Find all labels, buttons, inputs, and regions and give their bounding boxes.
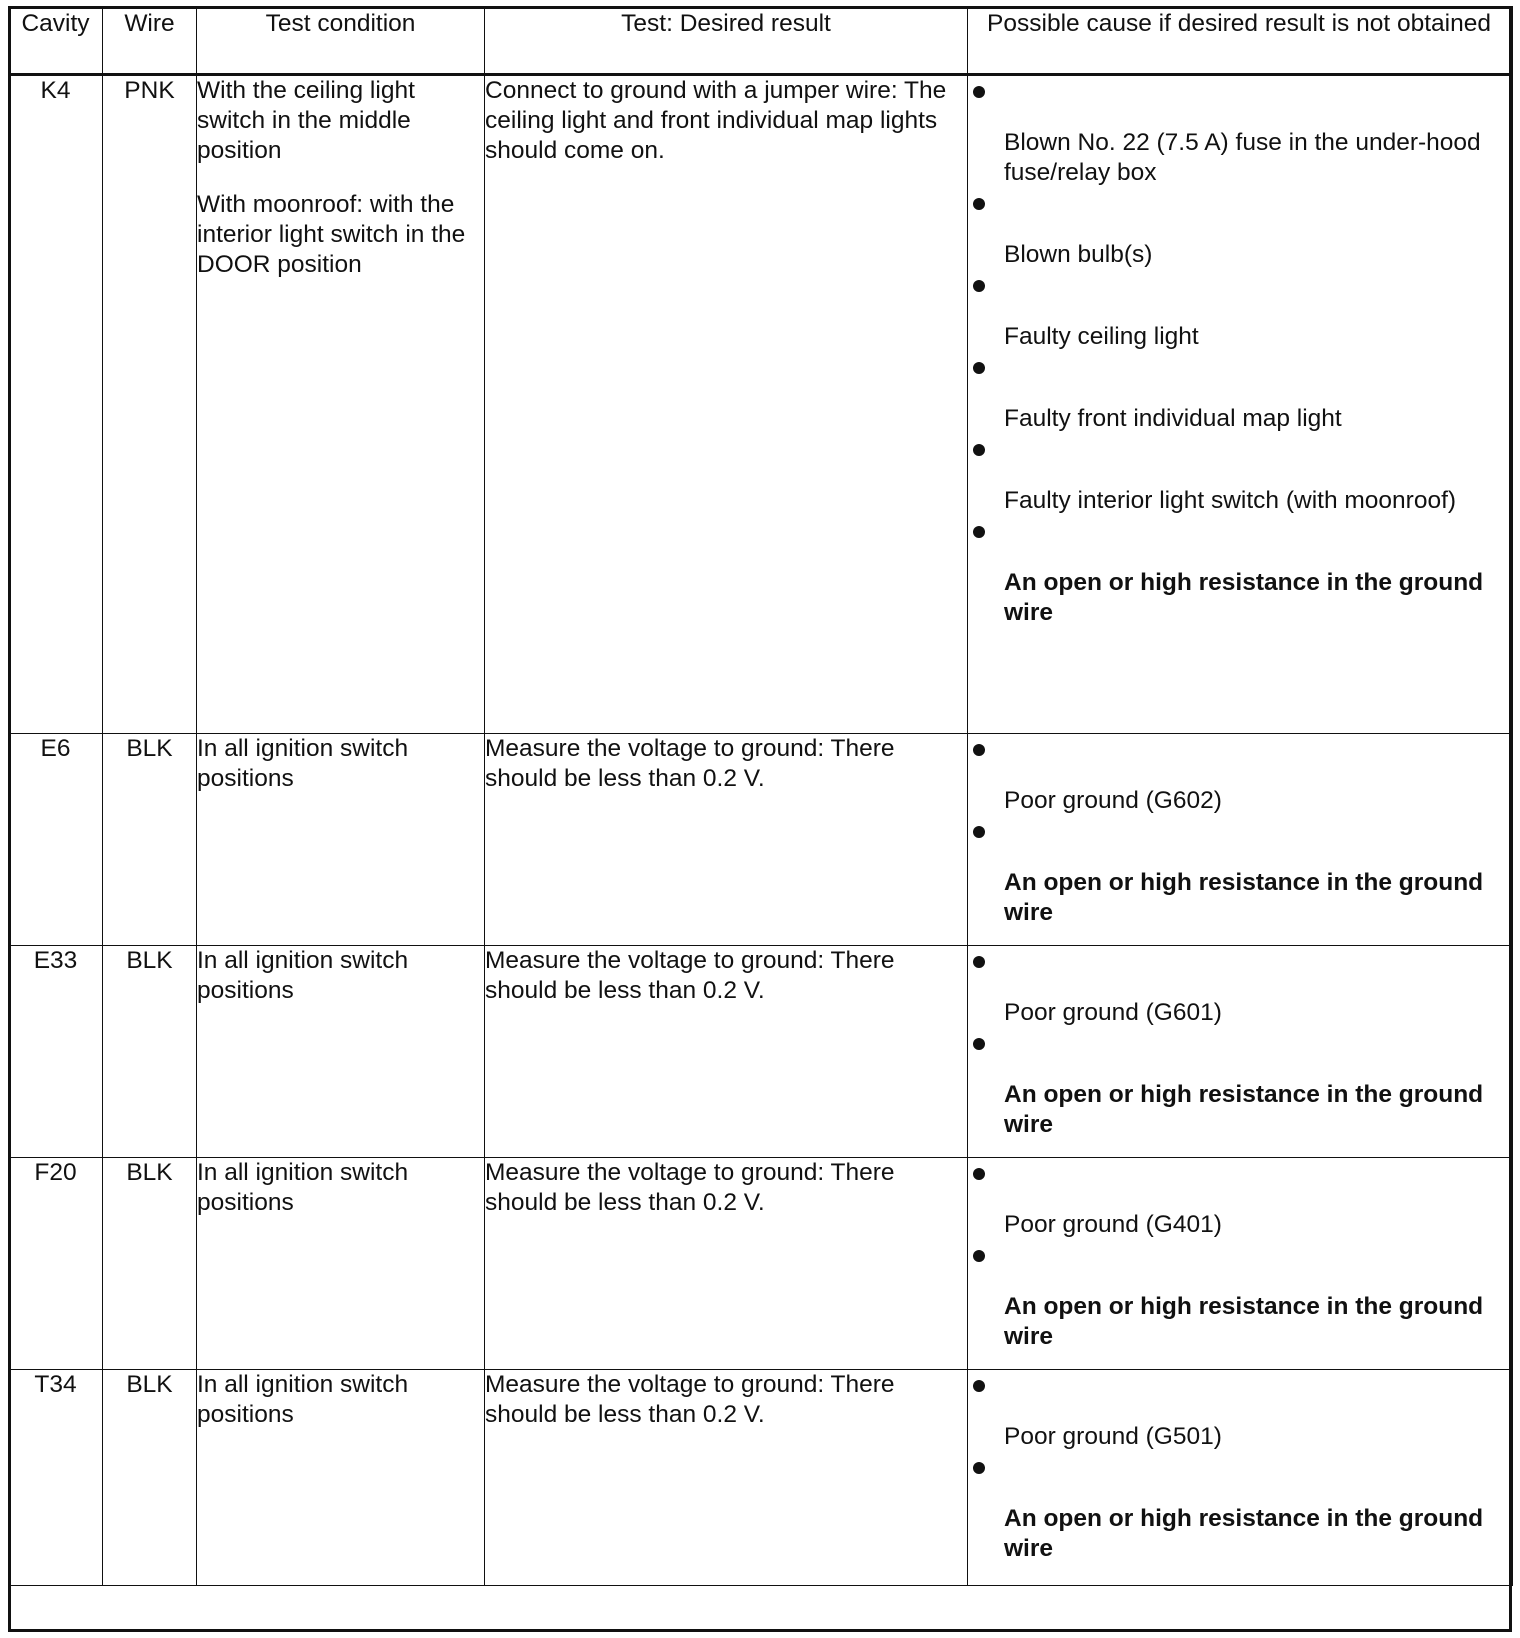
wire-cell: BLK	[103, 734, 197, 946]
bullet-icon	[973, 1038, 985, 1050]
cavity-cell: K4	[9, 75, 103, 734]
desired-result-text: Connect to ground with a jumper wire: The ceiling light and front individual map lights should come on.	[485, 77, 947, 164]
table-row	[9, 946, 1513, 1158]
desired-result-cell	[485, 734, 968, 946]
header-possible-cause: Possible cause if desired result is not obtained	[968, 7, 1513, 75]
cavity-cell: E33	[9, 946, 103, 1158]
cause-text: An open or high resistance in the ground wire	[1004, 1081, 1484, 1138]
cause-list	[968, 956, 1512, 1140]
cause-text: An open or high resistance in the ground wire	[1004, 869, 1484, 926]
bullet-icon	[973, 198, 985, 210]
diagnostic-table	[8, 6, 1513, 1586]
cause-text: Blown bulb(s)	[1004, 241, 1153, 268]
desired-result-text: Measure the voltage to ground: There should be less than 0.2 V.	[485, 947, 895, 1004]
bullet-icon	[973, 1250, 985, 1262]
wire-cell: BLK	[103, 946, 197, 1158]
cause-text: Poor ground (G602)	[1004, 787, 1222, 814]
test-condition-text: In all ignition switch positions	[197, 947, 409, 1004]
table-header-row	[9, 7, 1513, 75]
desired-result-text: Measure the voltage to ground: There should be less than 0.2 V.	[485, 735, 895, 792]
bullet-icon	[973, 744, 985, 756]
desired-result-cell	[485, 75, 968, 734]
desired-result-text: Measure the voltage to ground: There should be less than 0.2 V.	[485, 1159, 895, 1216]
cause-item	[968, 362, 1512, 434]
cause-text: Faulty interior light switch (with moonroof)	[1004, 487, 1457, 514]
cause-list	[968, 86, 1512, 628]
table-row	[9, 1158, 1513, 1370]
test-condition-text: With the ceiling light switch in the middle position	[197, 77, 415, 164]
table-body	[9, 75, 1513, 1586]
possible-cause-cell	[968, 1158, 1513, 1370]
table-row	[9, 734, 1513, 946]
table-row	[9, 75, 1513, 734]
cause-text: An open or high resistance in the ground wire	[1004, 1505, 1484, 1562]
bullet-icon	[973, 1168, 985, 1180]
cause-text: An open or high resistance in the ground wire	[1004, 1293, 1484, 1350]
cause-list	[968, 1380, 1512, 1564]
bullet-icon	[973, 86, 985, 98]
desired-result-cell	[485, 1158, 968, 1370]
bullet-icon	[973, 1462, 985, 1474]
cause-item	[968, 1250, 1512, 1352]
cause-list	[968, 744, 1512, 928]
test-condition-cell	[197, 75, 485, 734]
test-condition-cell	[197, 946, 485, 1158]
cavity-cell: E6	[9, 734, 103, 946]
wire-cell: PNK	[103, 75, 197, 734]
cause-item	[968, 1380, 1512, 1452]
bullet-icon	[973, 280, 985, 292]
test-condition-cell	[197, 734, 485, 946]
cause-text: Poor ground (G401)	[1004, 1211, 1222, 1238]
cause-item	[968, 526, 1512, 628]
cavity-cell: T34	[9, 1370, 103, 1586]
header-desired-result: Test: Desired result	[485, 7, 968, 75]
bullet-icon	[973, 1380, 985, 1392]
possible-cause-cell	[968, 734, 1513, 946]
test-condition-cell	[197, 1370, 485, 1586]
cause-item	[968, 1038, 1512, 1140]
cause-item	[968, 198, 1512, 270]
cause-item	[968, 1462, 1512, 1564]
desired-result-cell	[485, 1370, 968, 1586]
test-condition-text: In all ignition switch positions	[197, 1371, 409, 1428]
bullet-icon	[973, 826, 985, 838]
cause-text: Poor ground (G501)	[1004, 1423, 1222, 1450]
test-condition-text: In all ignition switch positions	[197, 735, 409, 792]
header-cavity: Cavity	[9, 7, 103, 75]
cause-text: Faulty front individual map light	[1004, 405, 1342, 432]
bullet-icon	[973, 956, 985, 968]
test-condition-text: In all ignition switch positions	[197, 1159, 409, 1216]
bullet-icon	[973, 526, 985, 538]
header-test-condition: Test condition	[197, 7, 485, 75]
possible-cause-cell	[968, 1370, 1513, 1586]
cause-text: Blown No. 22 (7.5 A) fuse in the under-hood fuse/relay box	[1004, 129, 1481, 186]
wire-cell: BLK	[103, 1158, 197, 1370]
bullet-icon	[973, 362, 985, 374]
cause-item	[968, 444, 1512, 516]
test-condition-cell	[197, 1158, 485, 1370]
desired-result-text: Measure the voltage to ground: There should be less than 0.2 V.	[485, 1371, 895, 1428]
cause-item	[968, 1168, 1512, 1240]
wire-cell: BLK	[103, 1370, 197, 1586]
test-condition-text: With moonroof: with the interior light switch in the DOOR position	[197, 191, 466, 278]
cause-item	[968, 744, 1512, 816]
desired-result-cell	[485, 946, 968, 1158]
cause-item	[968, 956, 1512, 1028]
cavity-cell: F20	[9, 1158, 103, 1370]
possible-cause-cell	[968, 75, 1513, 734]
bullet-icon	[973, 444, 985, 456]
possible-cause-cell	[968, 946, 1513, 1158]
cause-text: Poor ground (G601)	[1004, 999, 1222, 1026]
cause-list	[968, 1168, 1512, 1352]
cause-text: An open or high resistance in the ground wire	[1004, 569, 1484, 626]
cause-item	[968, 280, 1512, 352]
cause-item	[968, 826, 1512, 928]
cause-item	[968, 86, 1512, 188]
header-wire: Wire	[103, 7, 197, 75]
cause-text: Faulty ceiling light	[1004, 323, 1199, 350]
table-row	[9, 1370, 1513, 1586]
